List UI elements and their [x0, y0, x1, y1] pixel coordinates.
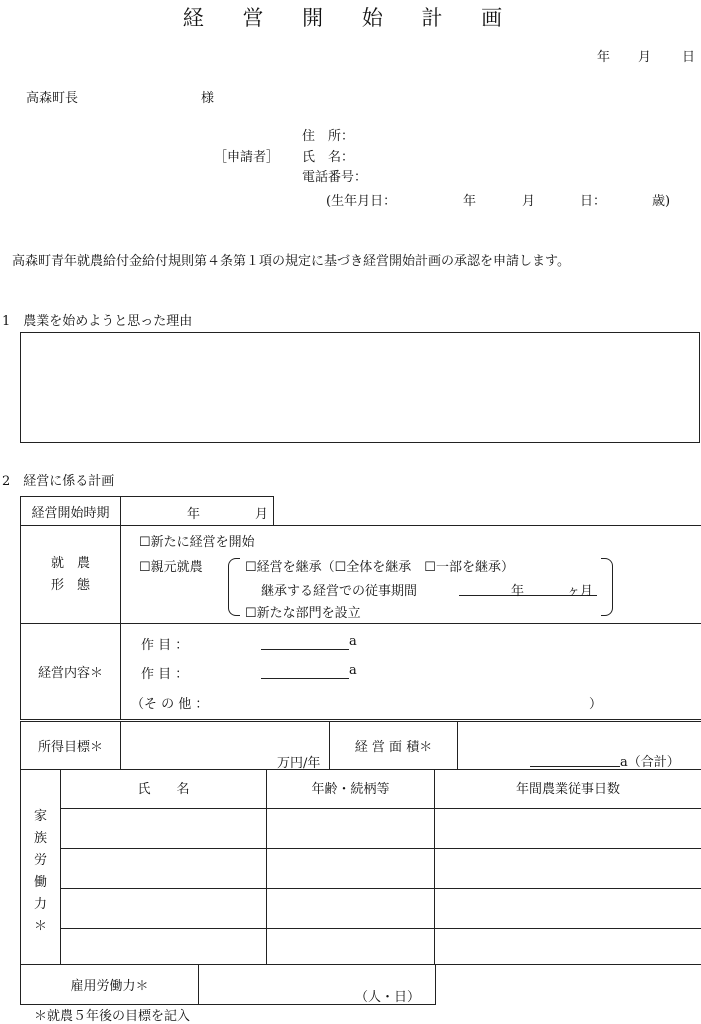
birth-month-label: 月	[522, 190, 535, 209]
option-inherit[interactable]: ☐経営を継承（☐全体を継承 ☐一部を継承）	[245, 556, 514, 575]
inherit-period-year: 年	[511, 580, 524, 599]
applicant-tag: ［申請者］	[214, 146, 279, 165]
birth-age-label: 歳)	[652, 190, 670, 209]
area-field[interactable]	[458, 722, 701, 770]
table-row	[21, 929, 701, 965]
inherit-period-month: ヶ月	[567, 580, 593, 599]
area-label: 経 営 面 積＊	[330, 722, 458, 770]
table-row	[21, 809, 701, 849]
table-row	[21, 889, 701, 929]
area-underline	[530, 751, 620, 767]
birth-day-label: 日：	[580, 190, 606, 209]
crop1-label: 作 目 ：	[141, 634, 188, 653]
farming-form-options	[121, 526, 701, 624]
col-name-header: 氏 名	[61, 770, 267, 809]
crop2-unit: a	[349, 663, 357, 678]
family-age-cell[interactable]	[267, 929, 435, 965]
start-period-field[interactable]	[121, 497, 274, 526]
applicant-name-label: 氏 名：	[302, 146, 354, 165]
family-name-cell[interactable]	[61, 889, 267, 929]
right-brace	[601, 558, 613, 616]
family-name-cell[interactable]	[61, 849, 267, 889]
crop2-label: 作 目 ：	[141, 663, 188, 682]
operation-label: 経営内容＊	[21, 624, 121, 720]
section1-heading: 1 農業を始めようと思った理由	[2, 310, 192, 329]
income-unit: 万円/年	[277, 752, 320, 771]
application-statement: 高森町青年就農給付金給付規則第４条第１項の規定に基づき経営開始計画の承認を申請します。	[12, 250, 570, 269]
start-period-year: 年	[187, 503, 200, 522]
start-period-label: 経営開始時期	[21, 497, 121, 526]
family-days-cell[interactable]	[435, 849, 701, 889]
reason-textbox[interactable]	[20, 332, 700, 443]
hired-labor-table	[20, 964, 436, 1005]
col-days-header: 年間農業従事日数	[435, 770, 701, 809]
farming-form-label-line2: 形 態	[21, 575, 120, 597]
birth-date-open: (生年月日：	[326, 190, 396, 209]
family-labor-table	[20, 769, 701, 965]
inherit-period-label: 継承する経営での従事期間	[261, 580, 417, 599]
date-year-label: 年	[597, 46, 610, 65]
family-days-cell[interactable]	[435, 809, 701, 849]
family-label-char: 族	[21, 828, 60, 850]
family-label-char: ＊	[21, 916, 60, 938]
family-label-char: 力	[21, 894, 60, 916]
family-labor-label	[21, 770, 61, 965]
start-period-month: 月	[255, 503, 268, 522]
other-close: ）	[589, 693, 602, 712]
date-day-label: 日	[682, 46, 695, 65]
family-label-char: 働	[21, 872, 60, 894]
family-name-cell[interactable]	[61, 809, 267, 849]
family-label-char: 労	[21, 850, 60, 872]
birth-year-label: 年	[463, 190, 476, 209]
col-age-header: 年齢・続柄等	[267, 770, 435, 809]
crop1-area-field[interactable]	[261, 634, 349, 650]
crop2-area-field[interactable]	[261, 663, 349, 679]
other-open: （そ の 他 ：	[131, 693, 208, 712]
option-parent-farming[interactable]: ☐親元就農	[139, 556, 203, 575]
section2-heading: 2 経営に係る計画	[2, 470, 114, 489]
operation-fields	[121, 624, 701, 720]
document-title: 経 営 開 始 計 画	[0, 2, 701, 32]
footnote: ＊就農５年後の目標を記入	[34, 1005, 190, 1024]
crop1-unit: a	[349, 634, 357, 649]
family-days-cell[interactable]	[435, 889, 701, 929]
option-new-dept[interactable]: ☐新たな部門を設立	[245, 602, 361, 621]
family-name-cell[interactable]	[61, 929, 267, 965]
family-label-char: 家	[21, 806, 60, 828]
left-brace	[228, 558, 240, 616]
date-month-label: 月	[638, 46, 651, 65]
farming-form-label-line1: 就 農	[21, 553, 120, 575]
applicant-phone-label: 電話番号：	[302, 166, 367, 185]
hired-labor-label: 雇用労働力＊	[21, 965, 199, 1005]
income-field[interactable]	[121, 722, 330, 770]
family-days-cell[interactable]	[435, 929, 701, 965]
start-period-table	[20, 496, 274, 526]
addressee-honorific: 様	[201, 87, 214, 106]
income-label: 所得目標＊	[21, 722, 121, 770]
hired-labor-unit: （人・日）	[355, 986, 420, 1005]
farming-form-label	[21, 526, 121, 624]
addressee-name: 高森町長	[26, 87, 78, 106]
family-age-cell[interactable]	[267, 889, 435, 929]
plan-table	[20, 525, 701, 720]
area-unit: a（合計）	[620, 751, 680, 770]
family-age-cell[interactable]	[267, 849, 435, 889]
inherit-period-field[interactable]	[459, 580, 597, 596]
family-age-cell[interactable]	[267, 809, 435, 849]
option-new-start[interactable]: ☐新たに経営を開始	[139, 531, 255, 550]
applicant-address-label: 住 所：	[302, 125, 354, 144]
table-row	[21, 849, 701, 889]
income-area-table	[20, 721, 701, 770]
hired-labor-field[interactable]	[199, 965, 436, 1005]
